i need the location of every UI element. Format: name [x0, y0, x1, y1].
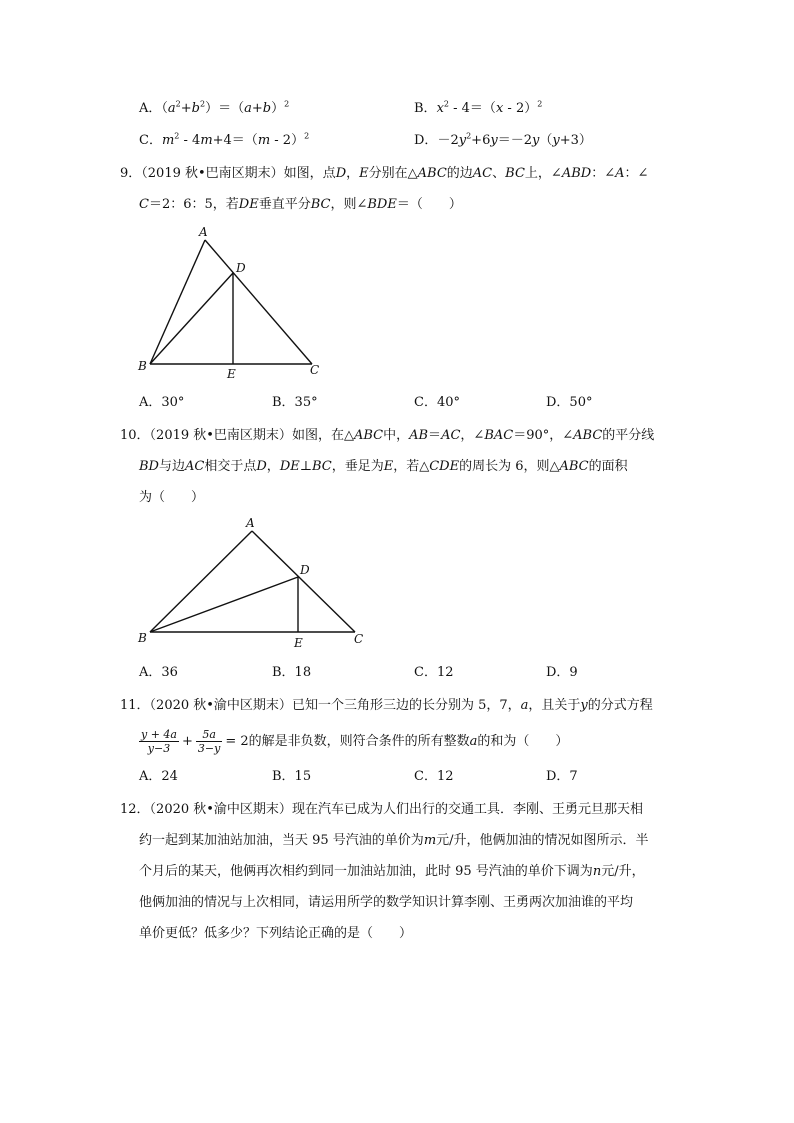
- q9-option-c: C．40°: [414, 395, 460, 410]
- q11-stem-line-2: $\frac{y + 4a}{y-3}$ + $\frac{5a}{3-y}$ = 2的解是非负数，则符合条件的所有整数a的和为（ ）: [141, 728, 569, 755]
- q10-label-c: C: [354, 632, 364, 646]
- q10-option-a: A．36: [139, 665, 178, 680]
- q12-stem-line-5: 单价更低？低多少？下列结论正确的是（ ）: [139, 926, 413, 941]
- q8-option-c: C．$m^2 - 4m+4=(m - 2)^2$: [139, 131, 310, 148]
- q9-label-a: A: [199, 225, 208, 239]
- q11-option-b: B．15: [272, 769, 312, 784]
- q11-fraction-1: $\frac{y + 4a}{y-3}$: [141, 728, 177, 755]
- q9-label-e: E: [227, 367, 236, 381]
- q10-number: 10．: [120, 428, 150, 443]
- q9-side-ac: [205, 240, 312, 364]
- q8-option-d: D．$-2y^2+6y=-2y(y+3)$: [414, 131, 592, 148]
- q9-label-c: C: [310, 363, 320, 377]
- q10-label-e: E: [294, 636, 303, 650]
- q9-stem-line-2: C＝2：6：5，若DE垂直平分BC，则∠BDE＝（ ）: [139, 197, 462, 212]
- q9-number: 9．: [120, 166, 142, 181]
- q11-stem-line-1: 11．（2020 秋•渝中区期末）已知一个三角形三边的长分别为 5，7，a，且关于y的分式方程: [120, 698, 653, 713]
- q10-segment-bd: [150, 577, 298, 632]
- q10-option-b: B．18: [272, 665, 312, 680]
- q11-option-a: A．24: [139, 769, 178, 784]
- q11-number: 11．: [120, 698, 150, 713]
- q10-side-ab: [150, 531, 252, 632]
- q9-label-d: D: [236, 261, 246, 275]
- q10-option-c: C．12: [414, 665, 454, 680]
- q9-triangle-figure: [130, 222, 340, 382]
- q11-option-d: D．7: [546, 769, 578, 784]
- q10-label-a: A: [246, 516, 255, 530]
- q10-stem-line-1: 10．（2019 秋•巴南区期末）如图，在△ABC中，AB＝AC，∠BAC＝90°，∠ABC的平分线: [120, 428, 655, 443]
- q10-option-d: D．9: [546, 665, 578, 680]
- q12-stem-line-3: 个月后的某天，他俩再次相约到同一加油站加油，此时 95 号汽油的单价下调为n元/升，: [139, 864, 645, 879]
- q8-option-b: B．$x^2 - 4=(x - 2)^2$: [414, 99, 543, 116]
- q12-stem-line-4: 他俩加油的情况与上次相同，请运用所学的数学知识计算李刚、王勇两次加油谁的平均: [139, 895, 634, 910]
- q10-side-ac: [252, 531, 355, 632]
- q8-option-a: A．$(a^2+b^2)=(a+b)^2$: [139, 99, 290, 116]
- q9-option-b: B．35°: [272, 395, 318, 410]
- q10-stem-line-2: BD与边AC相交于点D，DE⊥BC，垂足为E，若△CDE的周长为 6，则△ABC的面积: [139, 459, 628, 474]
- q12-stem-line-2: 约一起到某加油站加油，当天 95 号汽油的单价为m元/升，他俩加油的情况如图所示．半: [139, 833, 649, 848]
- q10-stem-line-3: 为（ ）: [139, 490, 205, 505]
- q9-stem-line-1: 9．（2019 秋•巴南区期末）如图，点D，E分别在△ABC的边AC、BC上，∠ABD：∠A：∠: [120, 166, 649, 181]
- q12-source: （2020 秋•渝中区期末）: [149, 802, 292, 817]
- q9-option-a: A．30°: [139, 395, 185, 410]
- q9-segment-bd: [150, 273, 233, 364]
- q9-label-b: B: [138, 359, 147, 373]
- q12-number: 12．: [120, 802, 150, 817]
- q9-source: （2019 秋•巴南区期末）: [141, 166, 284, 181]
- q11-option-c: C．12: [414, 769, 454, 784]
- q9-side-ab: [150, 240, 205, 364]
- q9-option-d: D．50°: [546, 395, 593, 410]
- q10-triangle-figure: [130, 512, 380, 652]
- q11-source: （2020 秋•渝中区期末）: [149, 698, 292, 713]
- q11-fraction-2: $\frac{5a}{3-y}$: [197, 728, 221, 755]
- q12-stem-line-1: 12．（2020 秋•渝中区期末）现在汽车已成为人们出行的交通工具．李刚、王勇元旦那天相: [120, 802, 643, 817]
- q10-label-d: D: [300, 563, 310, 577]
- q10-source: （2019 秋•巴南区期末）: [149, 428, 292, 443]
- q10-label-b: B: [138, 631, 147, 645]
